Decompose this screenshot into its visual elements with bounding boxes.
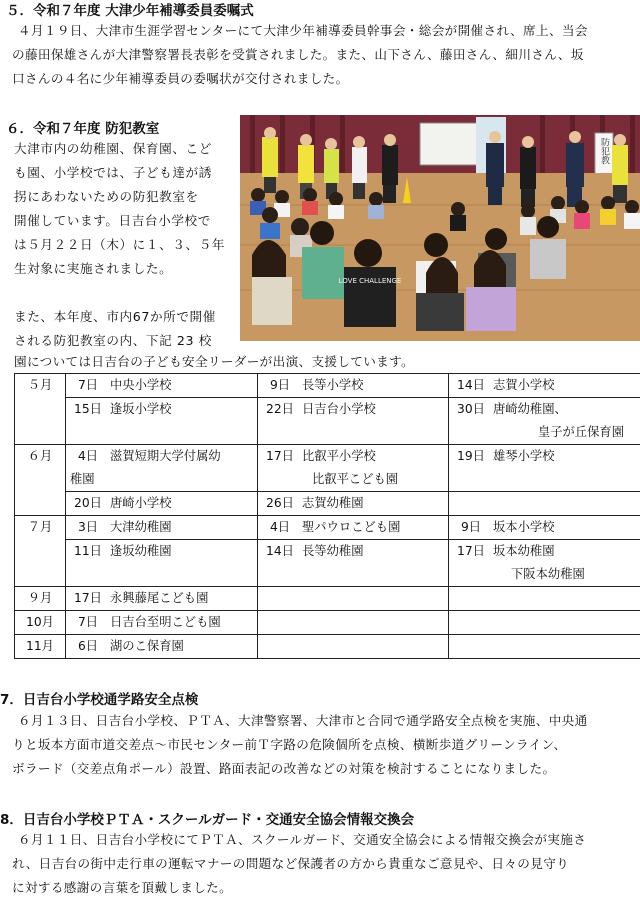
schedule-table bbox=[14, 373, 640, 659]
photo-illustration bbox=[240, 115, 640, 341]
day: 20日 bbox=[66, 492, 110, 515]
schedule-cell bbox=[66, 611, 258, 635]
section-6-line-3: 園については日吉台の子ども安全リーダーが出演、支援しています。 bbox=[14, 350, 414, 374]
school: 志賀小学校 bbox=[493, 374, 555, 397]
section-6-line: 開催しています。日吉台小学校で bbox=[14, 209, 240, 233]
day: 9日 bbox=[449, 516, 493, 539]
month-cell: 11月 bbox=[15, 635, 66, 659]
day: 30日 bbox=[449, 398, 493, 421]
school-extra: 皇子が丘保育園 bbox=[449, 421, 640, 444]
table-row bbox=[15, 492, 640, 516]
schedule-cell bbox=[258, 445, 449, 492]
section-5-line: の藤田保雄さんが大津警察署長表彰を受賞されました。また、山下さん、藤田さん、細川さん、坂 bbox=[12, 43, 640, 67]
section-6-line: また、本年度、市内67か所で開催 bbox=[14, 305, 240, 329]
section-5-line: ４月１９日、大津市生涯学習センターにて大津少年補導委員幹事会・総会が開催され、席上、当会 bbox=[18, 19, 640, 43]
school-extra: 下阪本幼稚園 bbox=[449, 563, 640, 586]
schedule-cell bbox=[66, 540, 258, 587]
schedule-cell bbox=[66, 587, 258, 611]
section-6-line: は５月２２日（木）に１、３、５年 bbox=[14, 233, 240, 257]
day: 11日 bbox=[66, 540, 110, 563]
schedule-cell bbox=[258, 611, 449, 635]
school: 逢坂幼稚園 bbox=[110, 540, 172, 563]
school: 逢坂小学校 bbox=[110, 398, 172, 421]
school: 中央小学校 bbox=[110, 374, 172, 397]
section-6-line: 生対象に実施されました。 bbox=[14, 257, 240, 281]
table-row bbox=[15, 587, 640, 611]
schedule-cell bbox=[258, 398, 449, 445]
section-5-body bbox=[18, 19, 640, 91]
day: 17日 bbox=[258, 445, 302, 468]
day: 6日 bbox=[66, 635, 110, 658]
section-6-line: される防犯教室の内、下記 23 校 bbox=[14, 329, 240, 353]
section-7-title: 7．日吉台小学校通学路安全点検 bbox=[0, 688, 198, 708]
school: 長等小学校 bbox=[302, 374, 364, 397]
school-extra: 比叡平こども園 bbox=[258, 468, 448, 491]
day: 17日 bbox=[66, 587, 110, 610]
section-8-line: ６月１１日、日吉台小学校にてＰＴＡ、スクールガード、交通安全協会による情報交換会が実施さ bbox=[18, 828, 640, 852]
section-7-line: りと坂本方面市道交差点～市民センター前Ｔ字路の危険個所を点検、横断歩道グリーンライン、 bbox=[12, 733, 640, 757]
crime-prevention-class-photo bbox=[240, 115, 640, 341]
school: 唐崎小学校 bbox=[110, 492, 172, 515]
schedule-cell bbox=[66, 492, 258, 516]
month-cell: ９月 bbox=[15, 587, 66, 611]
schedule-cell bbox=[449, 516, 640, 540]
schedule-cell bbox=[66, 445, 258, 492]
shirt-text: LOVE CHALLENGE bbox=[339, 277, 402, 285]
day: 3日 bbox=[66, 516, 110, 539]
schedule-cell bbox=[258, 635, 449, 659]
day: 22日 bbox=[258, 398, 302, 421]
section-8-title: 8．日吉台小学校ＰＴＡ・スクールガード・交通安全協会情報交換会 bbox=[0, 808, 414, 828]
day: 4日 bbox=[258, 516, 302, 539]
day: 7日 bbox=[66, 611, 110, 634]
school: 聖パウロこども園 bbox=[302, 516, 400, 539]
schedule-cell bbox=[449, 635, 640, 659]
schedule-cell bbox=[449, 611, 640, 635]
schedule-cell bbox=[258, 374, 449, 398]
section-6-body-2 bbox=[14, 305, 240, 353]
schedule-cell bbox=[66, 635, 258, 659]
section-8-body bbox=[18, 828, 640, 900]
table-row bbox=[15, 374, 640, 398]
month-cell: ７月 bbox=[15, 516, 66, 587]
section-5-title: ５．令和７年度 大津少年補導委員委嘱式 bbox=[6, 0, 254, 19]
school: 永興藤尾こども園 bbox=[110, 587, 208, 610]
section-7-body bbox=[18, 709, 640, 781]
section-6-body bbox=[14, 137, 240, 281]
table-row bbox=[15, 516, 640, 540]
section-8-line: に対する感謝の言葉を頂戴しました。 bbox=[12, 876, 640, 900]
school-wrap: 稚園 bbox=[66, 468, 257, 491]
school: 日吉台至明こども園 bbox=[110, 611, 221, 634]
section-6-line: 拐にあわないための防犯教室を bbox=[14, 185, 240, 209]
day: 14日 bbox=[449, 374, 493, 397]
school: 雄琴小学校 bbox=[493, 445, 555, 468]
day: 19日 bbox=[449, 445, 493, 468]
school: 大津幼稚園 bbox=[110, 516, 172, 539]
photo-sign-text: 防犯教 bbox=[599, 137, 610, 165]
school: 坂本幼稚園 bbox=[493, 540, 555, 563]
schedule-cell bbox=[449, 587, 640, 611]
table-row bbox=[15, 540, 640, 587]
schedule-cell bbox=[449, 445, 640, 492]
section-7-line: ６月１３日、日吉台小学校、ＰＴＡ、大津警察署、大津市と合同で通学路安全点検を実施、中央通 bbox=[18, 709, 640, 733]
section-6-line: も園、小学校では、子ども達が誘 bbox=[14, 161, 240, 185]
school: 比叡平小学校 bbox=[302, 445, 376, 468]
school: 湖のこ保育園 bbox=[110, 635, 184, 658]
schedule-cell bbox=[449, 540, 640, 587]
school: 滋賀短期大学付属幼 bbox=[110, 445, 221, 468]
day: 14日 bbox=[258, 540, 302, 563]
day: 9日 bbox=[258, 374, 302, 397]
section-8-line: れ、日吉台の街中走行車の運転マナーの問題など保護者の方から貴重なご意見や、日々の見守り bbox=[12, 852, 640, 876]
school: 志賀幼稚園 bbox=[302, 492, 364, 515]
school: 坂本小学校 bbox=[493, 516, 555, 539]
table-row bbox=[15, 398, 640, 445]
section-5-line: 口さんの４名に少年補導委員の委嘱状が交付されました。 bbox=[12, 67, 640, 91]
month-cell: ５月 bbox=[15, 374, 66, 445]
day: 17日 bbox=[449, 540, 493, 563]
section-6-line: 大津市内の幼稚園、保育園、こど bbox=[14, 137, 240, 161]
day: 26日 bbox=[258, 492, 302, 515]
day: 4日 bbox=[66, 445, 110, 468]
schedule-cell bbox=[66, 516, 258, 540]
schedule-cell bbox=[449, 398, 640, 445]
school: 日吉台小学校 bbox=[302, 398, 376, 421]
school: 長等幼稚園 bbox=[302, 540, 364, 563]
school: 唐崎幼稚園、 bbox=[493, 398, 567, 421]
schedule-cell bbox=[258, 587, 449, 611]
schedule-cell bbox=[449, 492, 640, 516]
schedule-cell bbox=[449, 374, 640, 398]
section-6-title: ６．令和７年度 防犯教室 bbox=[6, 117, 159, 137]
table-row bbox=[15, 635, 640, 659]
day: 15日 bbox=[66, 398, 110, 421]
schedule-cell bbox=[258, 540, 449, 587]
section-7-line: ボラード（交差点角ポール）設置、路面表記の改善などの対策を検討することになりました。 bbox=[12, 757, 640, 781]
schedule-cell bbox=[66, 398, 258, 445]
day: 7日 bbox=[66, 374, 110, 397]
table-row bbox=[15, 611, 640, 635]
month-cell: ６月 bbox=[15, 445, 66, 516]
schedule-cell bbox=[258, 492, 449, 516]
schedule-cell bbox=[258, 516, 449, 540]
month-cell: 10月 bbox=[15, 611, 66, 635]
table-row bbox=[15, 445, 640, 492]
schedule-cell bbox=[66, 374, 258, 398]
